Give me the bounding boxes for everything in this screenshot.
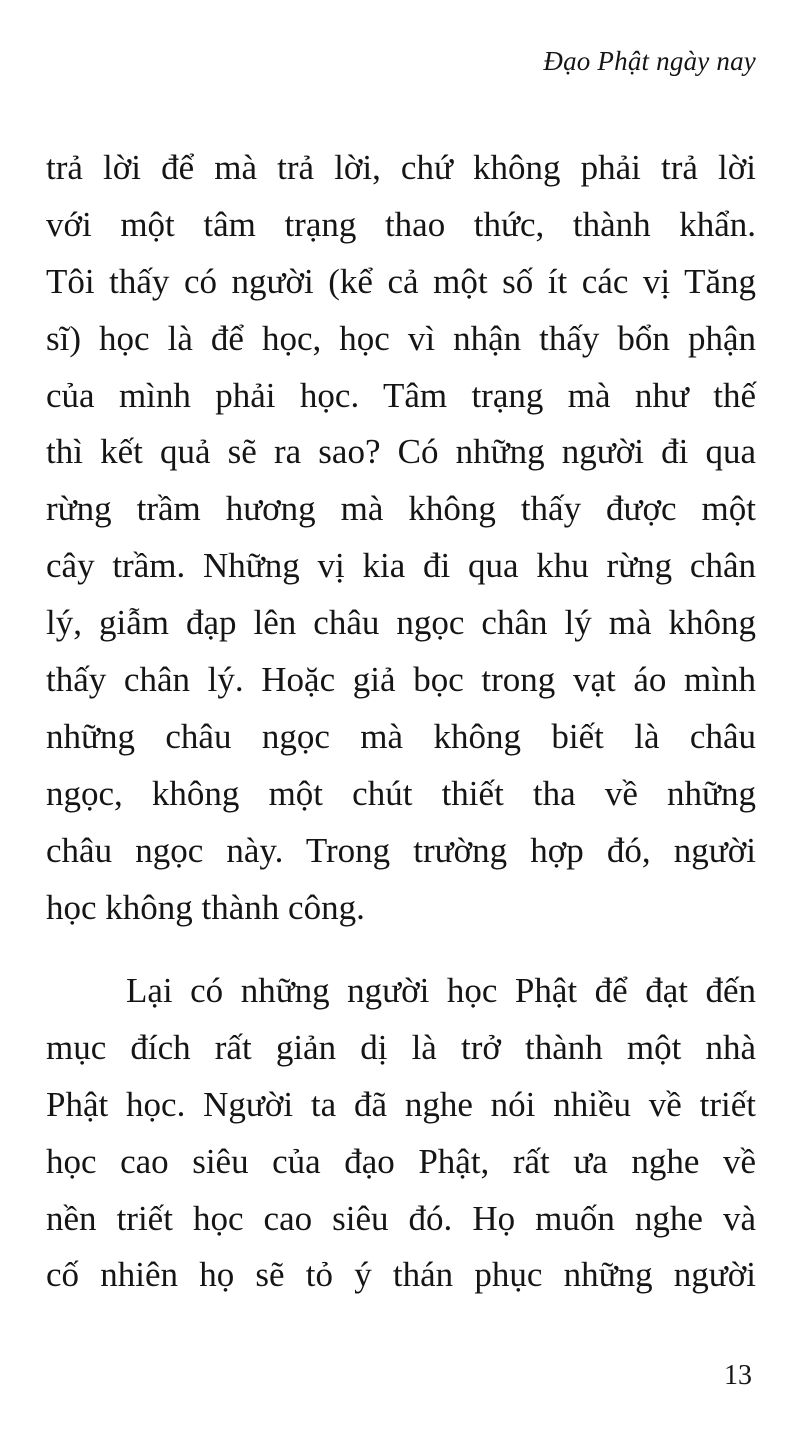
text-line: cây trầm. Những vị kia đi qua khu rừng chân — [46, 546, 756, 586]
text-line: lý, giẫm đạp lên châu ngọc chân lý mà không — [46, 603, 756, 643]
text-line: cố nhiên họ sẽ tỏ ý thán phục những người — [46, 1255, 756, 1295]
paragraph-continued — [46, 143, 756, 939]
running-header: Đạo Phật ngày nay — [543, 46, 756, 76]
text-line: thấy chân lý. Hoặc giả bọc trong vạt áo mình — [46, 660, 756, 700]
text-line: trả lời để mà trả lời, chứ không phải trả lời — [46, 148, 756, 187]
text-line: Tôi thấy có người (kể cả một số ít các vị Tăng — [46, 261, 756, 301]
paragraph — [46, 966, 756, 1307]
text-line: ngọc, không một chút thiết tha về những — [46, 773, 756, 813]
text-line: của mình phải học. Tâm trạng mà như thế — [46, 375, 756, 415]
text-line: châu ngọc này. Trong trường hợp đó, người — [46, 830, 756, 870]
text-line: thì kết quả sẽ ra sao? Có những người đi qua — [46, 432, 756, 472]
text-line: với một tâm trạng thao thức, thành khẩn. — [46, 204, 756, 244]
text-line: nền triết học cao siêu đó. Họ muốn nghe và — [46, 1198, 756, 1238]
text-line: Phật học. Người ta đã nghe nói nhiều về triết — [46, 1084, 756, 1124]
page-number: 13 — [724, 1360, 752, 1391]
text-line: sĩ) học là để học, học vì nhận thấy bổn phận — [46, 318, 756, 358]
text-line: những châu ngọc mà không biết là châu — [46, 716, 756, 756]
text-line: mục đích rất giản dị là trở thành một nhà — [46, 1027, 756, 1067]
text-line: học cao siêu của đạo Phật, rất ưa nghe về — [46, 1141, 756, 1181]
text-line: rừng trầm hương mà không thấy được một — [46, 489, 756, 529]
text-line: học không thành công. — [46, 887, 365, 927]
text-line: Lại có những người học Phật để đạt đến — [126, 971, 756, 1010]
